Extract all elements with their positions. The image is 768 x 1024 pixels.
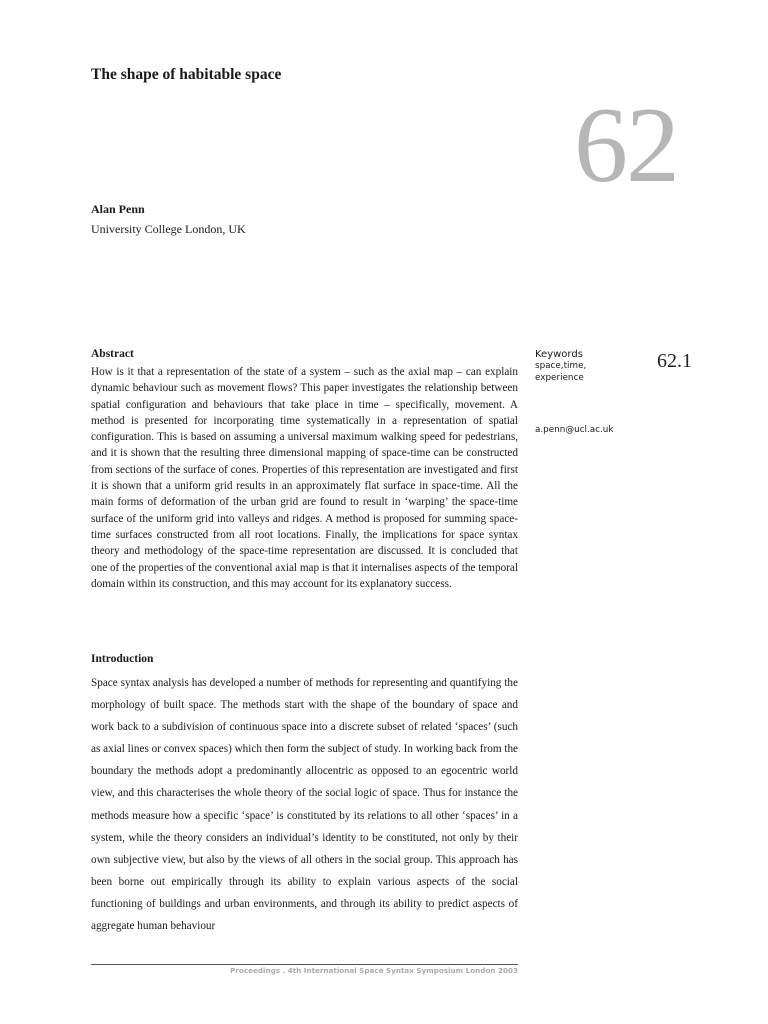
introduction-heading: Introduction bbox=[91, 653, 154, 665]
paper-title: The shape of habitable space bbox=[91, 66, 282, 83]
introduction-body: Space syntax analysis has developed a number of methods for representing and quantifying the morphology of built space. The methods start with the shape of the boundary of space and work back to a subdivision of continuous space into a discrete subset of related ‘spaces’ (such as axial lines or convex spaces) which then form the subject of study. In working back from the boundary the methods adopt a predominantly allocentric as opposed to an egocentric world view, and this characterises the whole theory of the social logic of space. Thus for instance the methods measure how a specific ‘space’ is constituted by its relations to all other ‘spaces’ in a system, while the theory considers an individual’s identity to be constituted, not only by their own subjective view, but also by the views of all others in the social group. This approach has been borne out empirically through its ability to explain various aspects of the social functioning of buildings and urban environments, and through its ability to predict aspects of aggregate human behaviour bbox=[91, 677, 518, 933]
paper-number: 62 bbox=[574, 86, 678, 205]
abstract-heading: Abstract bbox=[91, 348, 134, 360]
keywords-label: Keywords bbox=[535, 349, 583, 360]
sidebar bbox=[535, 349, 655, 435]
footer-divider bbox=[91, 964, 518, 965]
page-number: 62.1 bbox=[657, 350, 692, 372]
keywords-list: space,time, experience bbox=[535, 361, 587, 383]
author-affiliation: University College London, UK bbox=[91, 222, 246, 236]
author-name: Alan Penn bbox=[91, 202, 145, 216]
footer-proceedings: Proceedings . 4th International Space Syntax Symposium London 2003 bbox=[230, 966, 518, 975]
abstract-body: How is it that a representation of the state of a system – such as the axial map – can explain dynamic behaviour such as movement flows? This paper investigates the relationship between spatial configuration and behaviours that take place in time – specifically, movement. A method is presented for incorporating time systematically in a representation of spatial configuration. This is based on assuming a universal maximum walking speed for pedestrians, and it is shown that the resulting three dimensional mapping of space-time can be constructed from sections of the surface of cones. Properties of this representation are investigated and first it is shown that a uniform grid results in an approximately flat surface in space-time. All the main forms of deformation of the urban grid are found to result in ‘warping’ the space-time surface of the uniform grid into valleys and ridges. A method is proposed for summing space-time surfaces constructed from all root locations. Finally, the implications for space syntax theory and methodology of the space-time representation are discussed. It is concluded that one of the properties of the conventional axial map is that it internalises aspects of the temporal domain within its construction, and this may account for its explanatory success. bbox=[91, 366, 518, 590]
author-email[interactable]: a.penn@ucl.ac.uk bbox=[535, 425, 614, 435]
